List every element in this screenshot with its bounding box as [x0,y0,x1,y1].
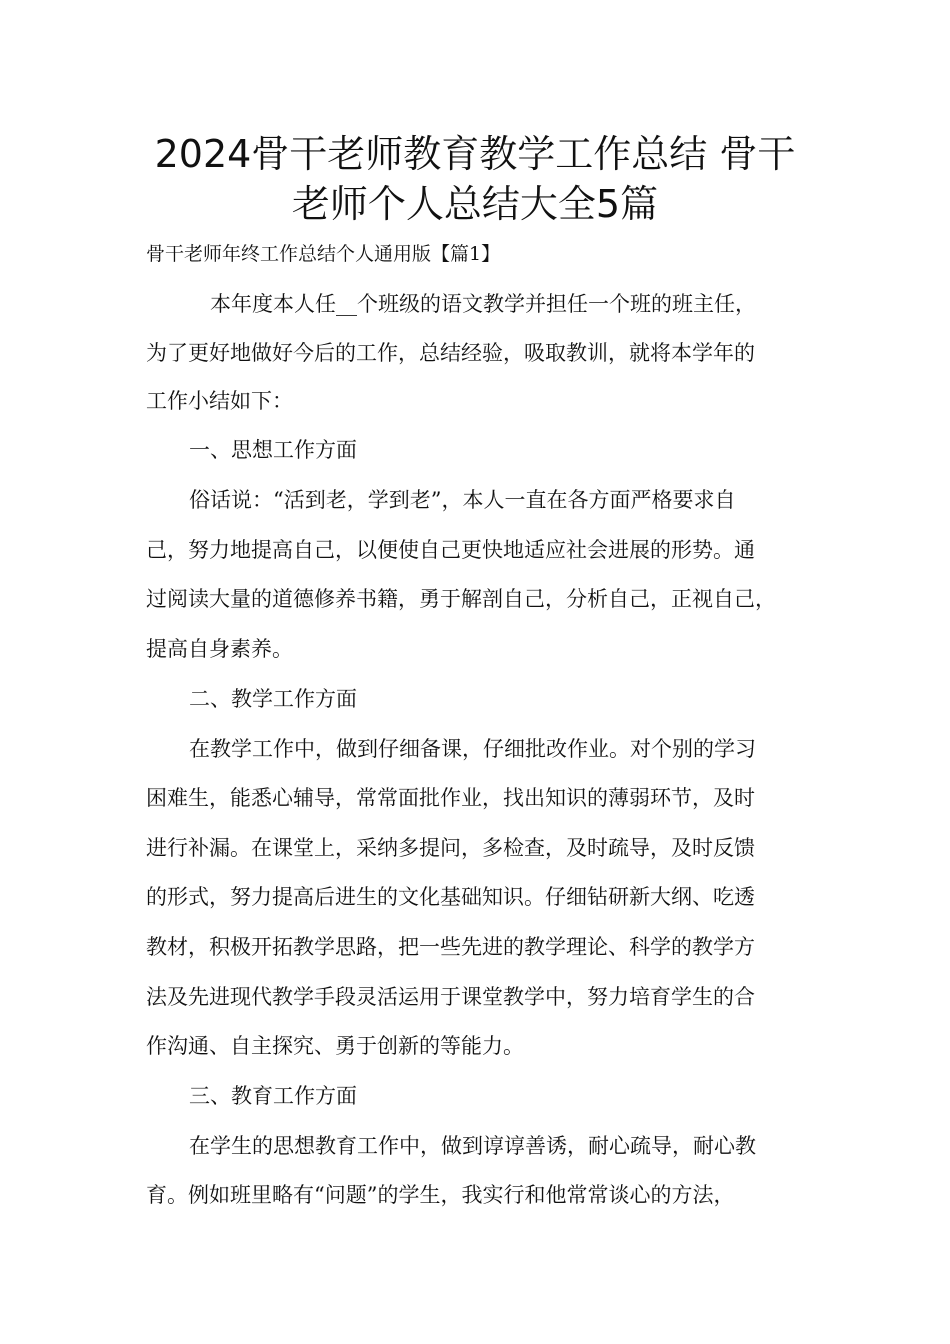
paragraph-line: 己，努力地提高自己，以便使自己更快地适应社会进展的形势。通 [146,538,755,562]
section-heading-education: 三、教育工作方面 [189,1084,357,1108]
intro-line: 工作小结如下： [146,389,293,413]
document-title-line-1: 2024骨干老师教育教学工作总结 骨干 [154,132,796,176]
paragraph-line: 提高自身素养。 [146,637,293,661]
intro-line: 本年度本人任__个班级的语文教学并担任一个班的班主任， [210,292,756,316]
paragraph-line: 育。例如班里略有“问题”的学生，我实行和他常常谈心的方法， [146,1183,735,1207]
document-title-line-2: 老师个人总结大全5篇 [291,182,659,226]
section-subtitle: 骨干老师年终工作总结个人通用版【篇1】 [146,243,501,265]
section-heading-thought: 一、思想工作方面 [189,438,357,462]
paragraph-line: 俗话说：“活到老，学到老”，本人一直在各方面严格要求自 [189,488,736,512]
section-heading-teaching: 二、教学工作方面 [189,687,357,711]
paragraph-line: 困难生，能悉心辅导，常常面批作业，找出知识的薄弱环节，及时 [146,786,755,810]
paragraph-line: 过阅读大量的道德修养书籍，勇于解剖自己，分析自己，正视自己， [146,587,776,611]
paragraph-line: 进行补漏。在课堂上，采纳多提问，多检查，及时疏导，及时反馈 [146,836,755,860]
paragraph-line: 法及先进现代教学手段灵活运用于课堂教学中，努力培育学生的合 [146,985,755,1009]
paragraph-line: 教材，积极开拓教学思路，把一些先进的教学理论、科学的教学方 [146,935,755,959]
paragraph-line: 的形式，努力提高后进生的文化基础知识。仔细钻研新大纲、吃透 [146,885,755,909]
paragraph-line: 在教学工作中，做到仔细备课，仔细批改作业。对个别的学习 [189,737,756,761]
paragraph-line: 作沟通、自主探究、勇于创新的等能力。 [146,1034,524,1058]
paragraph-line: 在学生的思想教育工作中，做到谆谆善诱，耐心疏导，耐心教 [189,1134,756,1158]
intro-line: 为了更好地做好今后的工作，总结经验，吸取教训，就将本学年的 [146,341,755,365]
